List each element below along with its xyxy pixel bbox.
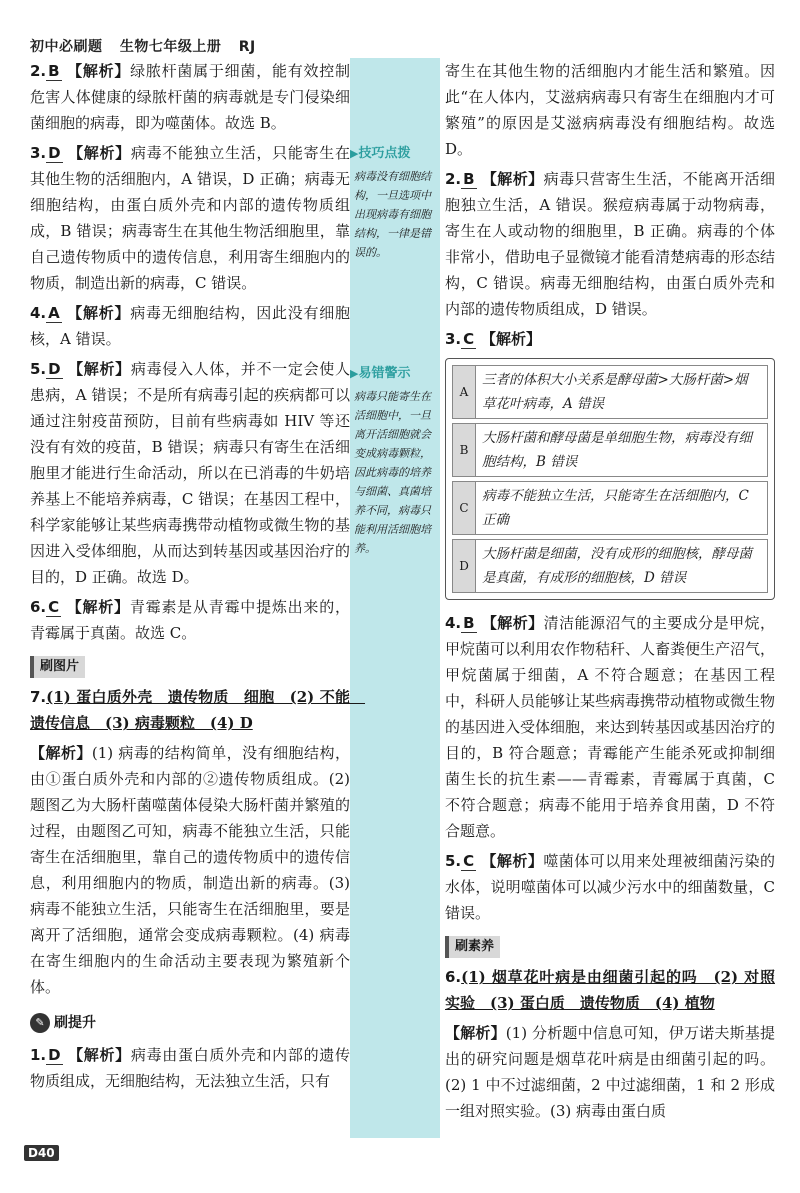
answer-explanation: 【解析】(1) 分析题中信息可知，伊万诺夫斯基提出的研究问题是烟草花叶病是由细菌引起的吗。(2) 1 中不过滤细菌，2 中过滤细菌，1 和 2 形成一组对照实验。(3) 病毒由蛋白质 [445,1024,775,1120]
left-column [30,58,366,1098]
series-title: 初中必刷题 [30,39,103,55]
row-text: 大肠杆菌和酵母菌是单细胞生物，病毒没有细胞结构，B 错误 [482,430,752,470]
analysis-table [445,358,775,600]
section-literacy-heading: 刷素养 [445,936,500,958]
tip-skill [350,144,440,262]
row-text: 大肠杆菌是细菌，没有成形的细胞核，酵母菌是真菌，有成形的细胞核，D 错误 [482,546,752,586]
tip-skill-body: 病毒没有细胞结构，一旦选项中出现病毒有细胞结构，一律是错误的。 [354,170,431,259]
tip-warning-title: ▶易错警示 [350,366,411,381]
answer-item: 3. C 【解析】 [445,330,541,348]
answer-item: 6. C 【解析】青霉素是从青霉中提炼出来的，青霉属于真菌。故选 C。 [30,598,350,642]
section-picture-heading: 刷图片 [30,656,85,678]
section-advance-heading: ✎ 刷提升 [30,1010,96,1036]
page-number: D40 [24,1145,59,1161]
subject-title: 生物七年级上册 [119,39,222,55]
answer-item: 5. D 【解析】病毒侵入人体，并不一定会使人患病，A 错误；不是所有病毒引起的疾病都可以通过注射疫苗预防，目前有些病毒如 HIV 等还没有有效的疫苗，B 错误；病毒只有寄生在活细胞里才能进行生命活动，所以在已消毒的牛奶培养基上不能培养病毒，C 错误；在基因工程中，科学家能够让某些病毒携带动植物或微生物的基因进入受体细胞，从而达到转基因或基因治疗的目的，D 正确。故选 D。 [30,360,350,586]
answer-item: 1. D 【解析】病毒由蛋白质外壳和内部的遗传物质组成，无细胞结构，无法独立生活，只有 [30,1046,350,1090]
edition-label: RJ [238,39,256,55]
table-row [452,365,768,419]
answer-item: 6.(1) 烟草花叶病是由细菌引起的吗 (2) 对照实验 (3) 蛋白质 遗传物质 (4) 植物 [445,968,775,1012]
tips-sidebar [350,58,440,1138]
answer-item: 5. C 【解析】噬菌体可以用来处理被细菌污染的水体，说明噬菌体可以减少污水中的细菌数量，C 错误。 [445,852,775,922]
row-label: D [453,540,476,592]
table-row [452,481,768,535]
right-column [445,58,775,1128]
table-row [452,539,768,593]
row-label: B [453,424,476,476]
row-label: C [453,482,476,534]
answer-item: 2. B 【解析】绿脓杆菌属于细菌，能有效控制危害人体健康的绿脓杆菌的病毒就是专门侵染细菌细胞的病毒，即为噬菌体。故选 B。 [30,62,350,132]
answer-item: 3. D 【解析】病毒不能独立生活，只能寄生在其他生物的活细胞内，A 错误，D 正确；病毒无细胞结构，由蛋白质外壳和内部的遗传物质组成，B 错误；病毒寄生在其他生物活细胞里，靠自己遗传物质中的遗传信息，利用寄生细胞内的物质，制造出新的病毒，C 错误。 [30,144,350,292]
tip-warning [350,364,440,558]
row-label: A [453,366,476,418]
tip-warning-body: 病毒只能寄生在活细胞中，一旦离开活细胞就会变成病毒颗粒，因此病毒的培养与细菌、真菌培养不同，病毒只能利用活细胞培养。 [354,390,431,555]
row-text: 病毒不能独立生活，只能寄生在活细胞内，C 正确 [482,488,749,528]
page-header [30,36,268,56]
tip-skill-title: ▶技巧点拨 [350,146,411,161]
answer-item: 2. B 【解析】病毒只营寄生生活，不能离开活细胞独立生活，A 错误。猴痘病毒属于动物病毒，寄生在人或动物的细胞里，B 正确。病毒的个体非常小，借助电子显微镜才能看清楚病毒的形态结构，C 错误。病毒无细胞结构，由蛋白质外壳和内部的遗传物质组成，D 错误。 [445,170,776,318]
answer-item: 7.(1) 蛋白质外壳 遗传物质 细胞 (2) 不能 遗传信息 (3) 病毒颗粒 (4) D [30,688,366,732]
answer-continuation: 寄生在其他生物的活细胞内才能生活和繁殖。因此“在人体内，艾滋病病毒只有寄生在细胞内才可繁殖”的原因是艾滋病病毒没有细胞结构。故选 D。 [445,62,775,158]
pencil-icon: ✎ [30,1013,50,1033]
answer-explanation: 【解析】(1) 病毒的结构简单，没有细胞结构，由①蛋白质外壳和内部的②遗传物质组成。(2) 题图乙为大肠杆菌噬菌体侵染大肠杆菌并繁殖的过程，由题图乙可知，病毒不能独立生活，只能寄生在活细胞里，靠自己的遗传物质中的遗传信息，利用细胞内的物质，制造出新的病毒。(3) 病毒不能独立生活，只能寄生在活细胞里，要是离开了活细胞，通常会变成病毒颗粒。(4) 病毒在寄生细胞内的生命活动主要表现为繁殖新个体。 [30,744,350,996]
table-row [452,423,768,477]
answer-item: 4. B 【解析】清洁能源沼气的主要成分是甲烷，甲烷菌可以利用农作物秸秆、人畜粪便生产沼气，甲烷菌属于细菌，A 不符合题意；在基因工程中，科研人员能够让某些病毒携带动植物或微生物的基因进入受体细胞，来达到转基因或基因治疗的目的，B 符合题意；青霉能产生能杀死或抑制细菌生长的抗生素——青霉素，青霉属于真菌，C 不符合题意；病毒不能用于培养食用菌，D 不符合题意。 [445,614,776,840]
answer-item: 4. A 【解析】病毒无细胞结构，因此没有细胞核，A 错误。 [30,304,350,348]
row-text: 三者的体积大小关系是酵母菌>大肠杆菌>烟草花叶病毒，A 错误 [482,372,748,412]
